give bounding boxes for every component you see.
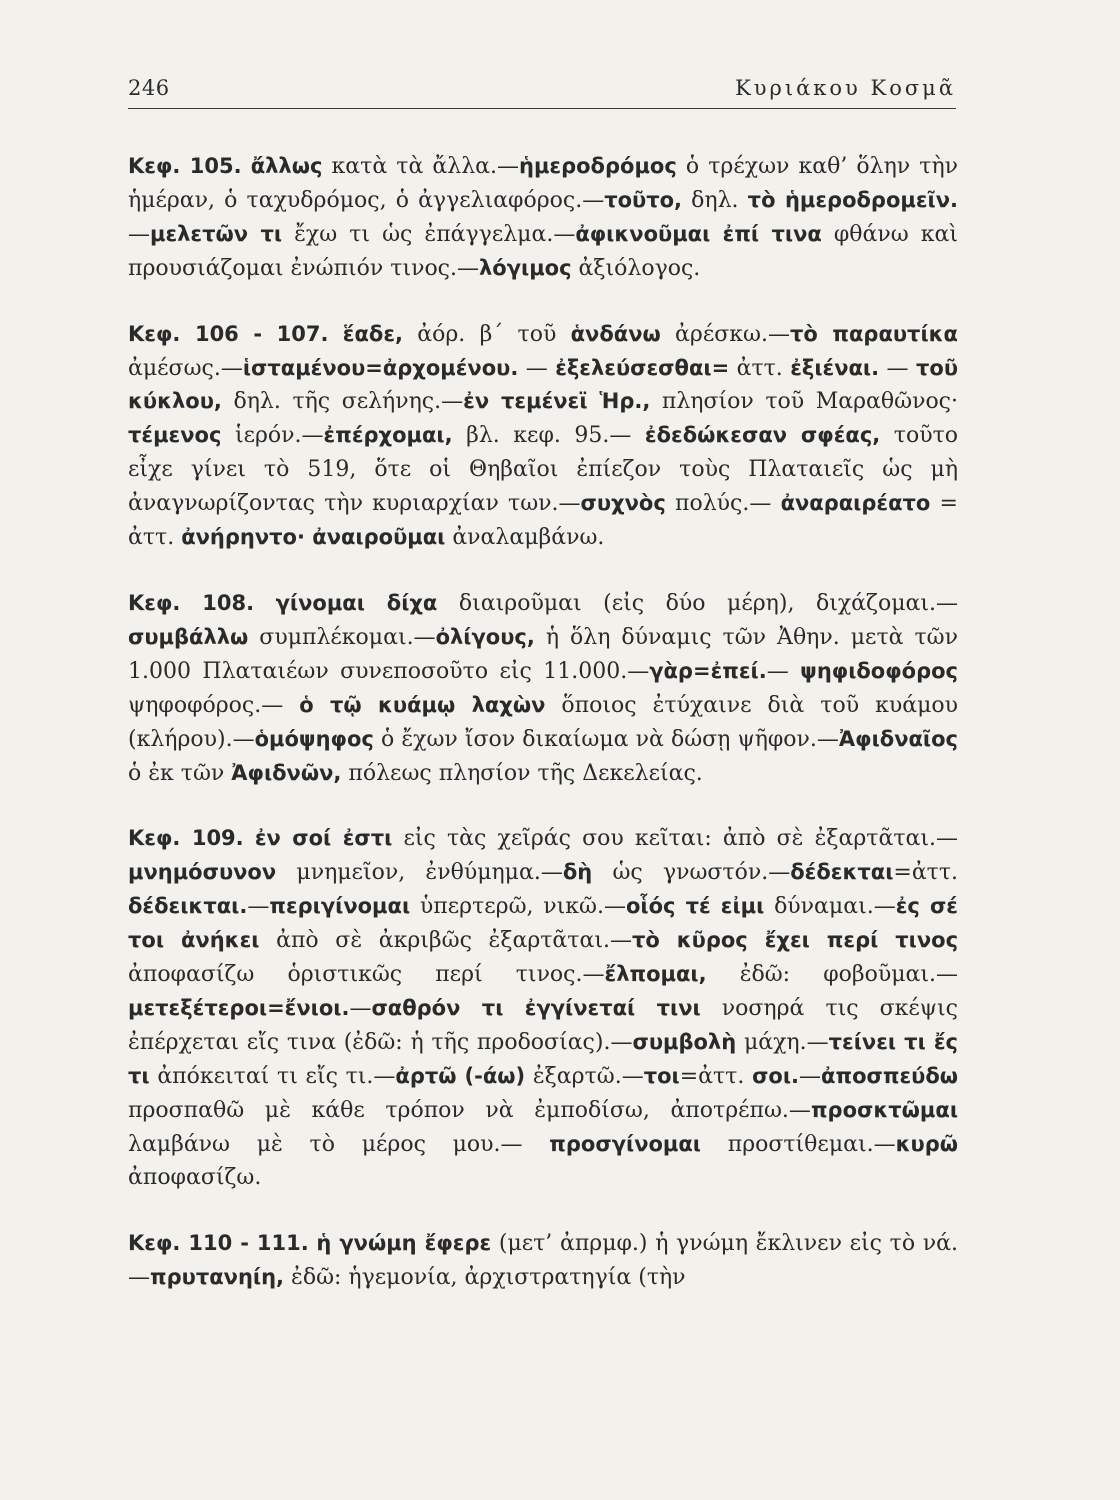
headword: ἡμεροδρόμος	[519, 154, 677, 178]
headword: ὁμόψηφος	[254, 726, 374, 751]
chapter-label: Κεφ. 106 - 107.	[128, 321, 329, 346]
headword: ἕαδε,	[342, 321, 403, 346]
headword: ἀνήρηντο· ἀναιροῦμαι	[181, 525, 446, 550]
headword: τὸ κῦρος ἔχει περί τινος	[631, 928, 959, 953]
headword: οἷός τέ εἰμι	[625, 894, 765, 919]
headword: προσγίνομαι	[549, 1131, 701, 1156]
headword: ψηφιδοφόρος	[800, 658, 958, 683]
headword: ἐξιέναι.	[790, 355, 880, 380]
headword: σοι.	[752, 1063, 800, 1088]
headword: ἄλλως	[250, 154, 323, 178]
headword: προσκτῶμαι	[810, 1097, 958, 1122]
gloss-text: μνημεῖον, ἐνθύμημα.—	[276, 860, 563, 886]
headword: ἐδεδώκεσαν σφέας,	[644, 423, 881, 448]
headword: τὸ ἡμεροδρομεῖν.	[747, 187, 958, 212]
headword: δὴ	[562, 860, 593, 885]
gloss-text: —	[247, 894, 270, 920]
headword: ἐξελεύσεσθαι=	[555, 355, 730, 380]
commentary-paragraph	[128, 587, 958, 790]
chapter-label: Κεφ. 109.	[128, 826, 244, 851]
headword: λόγιμος	[479, 255, 572, 280]
gloss-text: ἡ ὅλη δύναμις τῶν Ἀθην. μετὰ τῶν 1.000 Πλαταιέων συνεποσοῦτο εἰς 11.000.—	[128, 624, 958, 684]
gloss-text: —	[518, 355, 556, 381]
gloss-text: ὡς γνωστόν.—	[592, 860, 791, 886]
gloss-text: —	[349, 995, 372, 1021]
gloss-text: —	[766, 658, 801, 684]
gloss-text: προσπαθῶ μὲ κάθε τρόπον νὰ ἐμποδίσω, ἀποτρέπω.—	[128, 1097, 811, 1123]
gloss-text: διαιροῦμαι (εἰς δύο μέρη), διχάζομαι.—	[437, 590, 958, 616]
gloss-text: μάχη.—	[736, 1029, 829, 1055]
gloss-text: πλησίον τοῦ Μαραθῶνος·	[650, 389, 958, 415]
headword: ἀφικνοῦμαι ἐπί τινα	[575, 221, 822, 246]
gloss-text: —	[128, 221, 150, 247]
gloss-text: —	[879, 355, 916, 381]
gloss-text: ἀπόκειταί τι εἴς τι.—	[149, 1063, 396, 1089]
headword: Ἀφιδνῶν,	[231, 760, 342, 785]
running-title: Κυριάκου Κοσμᾶ	[735, 76, 956, 100]
headword: ἐν τεμένεϊ Ἡρ.,	[463, 389, 651, 414]
gloss-text: ἔχω τι ὡς ἐπάγγελμα.—	[282, 221, 576, 247]
headword: δέδεκται	[790, 860, 894, 885]
gloss-text: = ἀττ.	[128, 491, 958, 551]
gloss-text: ἀποφασίζω ὁριστικῶς περί τινος.—	[128, 962, 605, 988]
page-body	[128, 150, 958, 1295]
headword: μελετῶν τι	[150, 221, 283, 246]
gloss-text: βλ. κεφ. 95.—	[452, 423, 645, 449]
headword: πρυτανηίη,	[150, 1265, 285, 1290]
gloss-text: πολύς.—	[665, 491, 781, 517]
headword: Ἀφιδναῖος	[838, 726, 958, 751]
gloss-text: ἐδῶ: φοβοῦμαι.—	[706, 962, 958, 988]
headword: τὸ παραυτίκα	[789, 321, 958, 346]
gloss-text: δύναμαι.—	[764, 894, 896, 920]
gloss-text: =ἀττ.	[893, 860, 959, 886]
headword: συχνὸς	[580, 491, 666, 516]
headword: ἁνδάνω	[570, 321, 661, 346]
gloss-text: ἀττ.	[729, 355, 791, 381]
gloss-text: κατὰ τὰ ἄλλα.—	[322, 154, 519, 179]
chapter-label: Κεφ. 108.	[128, 590, 255, 615]
headword: μνημόσυνον	[128, 860, 277, 885]
commentary-paragraph	[128, 822, 958, 1195]
headword: ἔλπομαι,	[604, 962, 707, 987]
gloss-text: δηλ. τῆς σελήνης.—	[221, 389, 464, 415]
page-number: 246	[128, 76, 170, 100]
gloss-text: ψηφοφόρος.—	[128, 692, 300, 718]
gloss-text: συμπλέκομαι.—	[248, 624, 436, 650]
gloss-text: ἀμέσως.—	[128, 355, 243, 381]
headword: γίνομαι δίχα	[275, 590, 438, 615]
gloss-text: ἀποφασίζω.	[128, 1165, 262, 1191]
headword: τοῦτο,	[604, 187, 683, 212]
gloss-text: ἀρέσκω.—	[660, 321, 790, 347]
gloss-text: ἀναλαμβάνω.	[445, 525, 605, 551]
headword: ἀποσπεύδω	[821, 1063, 959, 1088]
headword: ἐπέρχομαι,	[323, 423, 453, 448]
page-header	[128, 74, 956, 109]
headword: τοι	[643, 1063, 680, 1088]
commentary-paragraph	[128, 1227, 958, 1295]
gloss-text: —	[799, 1063, 822, 1089]
headword: συμβάλλω	[128, 624, 249, 649]
headword: ἐν σοί ἐστι	[254, 826, 393, 851]
gloss-text: νοσηρά τις σκέψις ἐπέρχεται εἴς τινα (ἐδῶ: ἡ τῆς προδοσίας).—	[128, 995, 958, 1055]
commentary-paragraph	[128, 318, 958, 555]
headword: ἡ γνώμη ἔφερε	[316, 1231, 492, 1256]
gloss-text: (μετ’ ἀπρμφ.) ἡ γνώμη ἔκλινεν εἰς τὸ νά.—	[128, 1231, 958, 1291]
gloss-text: ἐδῶ: ἡγεμονία, ἀρχιστρατηγία (τὴν	[284, 1265, 686, 1291]
gloss-text: ὅποιος ἐτύχαινε διὰ τοῦ κυάμου (κλήρου).—	[128, 692, 958, 752]
headword: ἐς σέ τοι ἀνήκει	[128, 894, 958, 953]
gloss-text: ἀξιόλογος.	[571, 255, 701, 281]
headword: σαθρόν τι ἐγγίνεταί τινι	[371, 995, 701, 1020]
headword: ἀναραιρέατο	[780, 491, 931, 516]
headword: ἀρτῶ (-άω)	[395, 1063, 526, 1088]
headword: τέμενος	[128, 423, 222, 448]
headword: ὀλίγους,	[435, 624, 535, 649]
headword: τείνει τι ἔς τι	[128, 1029, 958, 1088]
gloss-text: ἀόρ. β΄ τοῦ	[403, 321, 571, 347]
gloss-text: ἱερόν.—	[221, 423, 324, 449]
gloss-text: ὁ ἔχων ἴσον δικαίωμα νὰ δώσῃ ψῆφον.—	[373, 726, 839, 752]
headword: συμβολὴ	[632, 1029, 737, 1054]
headword: περιγίνομαι	[269, 894, 411, 919]
chapter-label: Κεφ. 110 - 111.	[128, 1231, 309, 1256]
headword: κυρῶ	[895, 1131, 958, 1156]
commentary-paragraph	[128, 150, 958, 286]
gloss-text: τοῦτο εἶχε γίνει τὸ 519, ὅτε οἱ Θηβαῖοι ἐπίεζον τοὺς Πλαταιεῖς ὡς μὴ ἀναγνωρίζοντας τὴν κυριαρχίαν των.—	[128, 423, 958, 517]
headword: γὰρ=ἐπεί.	[649, 658, 767, 683]
gloss-text: προστίθεμαι.—	[701, 1131, 896, 1157]
headword: τοῦ κύκλου,	[128, 355, 958, 414]
gloss-text: =ἀττ.	[679, 1063, 753, 1089]
gloss-text: λαμβάνω μὲ τὸ μέρος μου.—	[128, 1131, 550, 1157]
headword: δέδεικται.	[128, 894, 248, 919]
headword: μετεξέτεροι=ἔνιοι.	[128, 995, 350, 1020]
gloss-text: εἰς τὰς χεῖράς σου κεῖται: ἀπὸ σὲ ἐξαρτᾶται.—	[392, 826, 958, 852]
gloss-text: δηλ.	[682, 187, 748, 213]
headword: ἱσταμένου=ἀρχομένου.	[242, 355, 519, 380]
gloss-text: ἐξαρτῶ.—	[525, 1063, 644, 1089]
gloss-text: ὁ ἐκ τῶν	[128, 760, 232, 786]
headword: ὁ τῷ κυάμῳ λαχὼν	[299, 692, 546, 717]
gloss-text: ὑπερτερῶ, νικῶ.—	[410, 894, 626, 920]
gloss-text: ἀπὸ σὲ ἀκριβῶς ἐξαρτᾶται.—	[259, 928, 632, 954]
gloss-text: ὁ τρέχων καθ’ ὅλην τὴν ἡμέραν, ὁ ταχυδρόμος, ὁ ἀγγελιαφόρος.—	[128, 154, 958, 213]
gloss-text: φθάνω καὶ προυσιάζομαι ἐνώπιόν τινος.—	[128, 221, 958, 281]
chapter-label: Κεφ. 105.	[128, 154, 242, 178]
gloss-text: πόλεως πλησίον τῆς Δεκελείας.	[341, 760, 703, 786]
